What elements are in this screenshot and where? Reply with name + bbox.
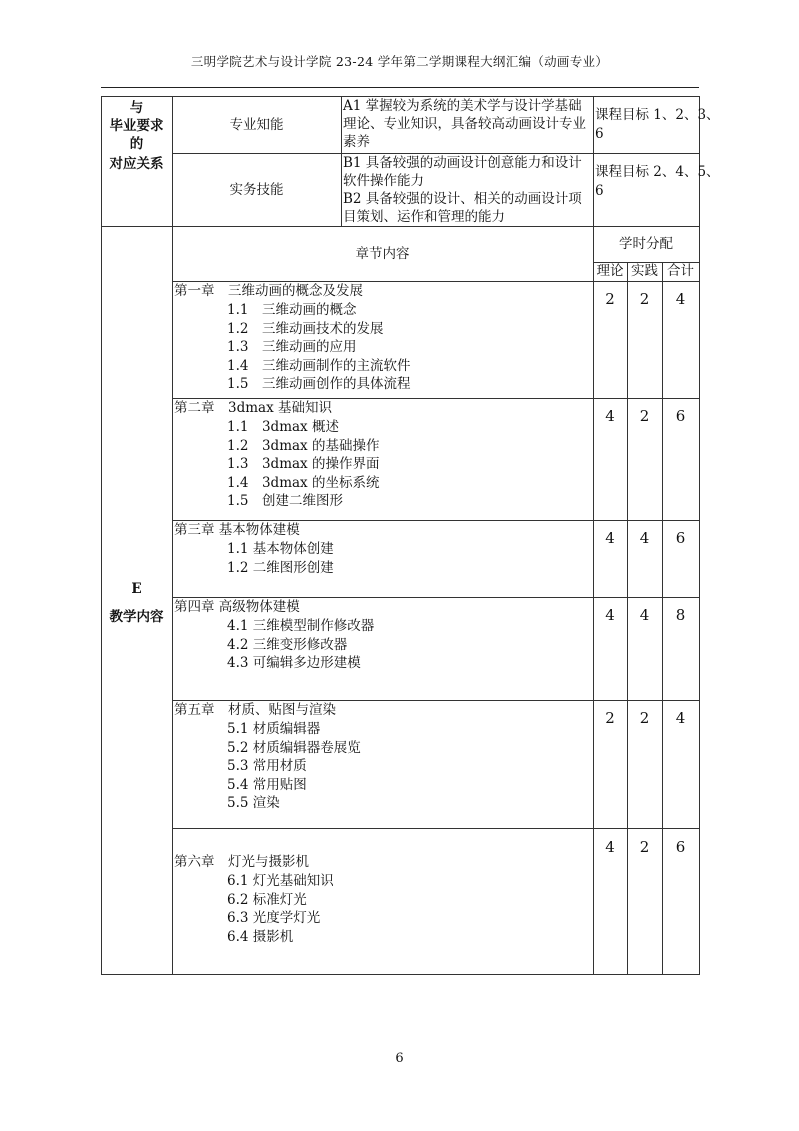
page-number: 6 bbox=[395, 1051, 404, 1066]
chapter-item: 1.3 3dmax 的操作界面 bbox=[227, 456, 380, 472]
mapping-target-line: 6 bbox=[595, 126, 604, 142]
chapter-practice-hours: 4 bbox=[639, 606, 650, 624]
chapter-item: 1.2 3dmax 的基础操作 bbox=[227, 437, 380, 454]
chapter-item: 1.2 二维图形创建 bbox=[227, 559, 334, 576]
header-rule bbox=[101, 87, 699, 88]
hours-header: 学时分配 bbox=[619, 236, 673, 252]
mapping-requirement-line: A1 掌握较为系统的美术学与设计学基础 bbox=[343, 98, 582, 114]
hours-column-1: 实践 bbox=[631, 263, 658, 279]
mapping-requirement-line: 理论、专业知识，具备较高动画设计专业 bbox=[343, 116, 586, 132]
mapping-category: 专业知能 bbox=[229, 117, 284, 133]
chapter-item: 1.5 创建二维图形 bbox=[227, 493, 343, 509]
chapter-theory-hours: 4 bbox=[605, 606, 615, 624]
chapter-total-hours: 4 bbox=[675, 709, 686, 727]
mapping-label-line: 的 bbox=[129, 136, 144, 152]
mapping-target-line: 6 bbox=[595, 183, 604, 199]
chapter-total-hours: 6 bbox=[675, 529, 686, 547]
chapter-title: 第四章 高级物体建模 bbox=[174, 599, 300, 615]
mapping-requirement-line: B2 具备较强的设计、相关的动画设计项 bbox=[343, 191, 582, 207]
chapter-title: 第一章 三维动画的概念及发展 bbox=[174, 283, 363, 299]
chapter-item: 6.4 摄影机 bbox=[227, 928, 294, 945]
chapter-item: 4.1 三维模型制作修改器 bbox=[227, 618, 375, 634]
chapter-practice-hours: 2 bbox=[639, 838, 650, 856]
chapter-item: 1.4 三维动画制作的主流软件 bbox=[227, 357, 411, 374]
chapter-item: 4.2 三维变形修改器 bbox=[227, 636, 348, 653]
teaching-label-cell bbox=[101, 226, 173, 975]
chapter-total-hours: 4 bbox=[675, 290, 686, 308]
chapter-item: 4.3 可编辑多边形建模 bbox=[227, 655, 361, 671]
chapter-total-hours: 6 bbox=[675, 838, 686, 856]
chapter-theory-hours: 4 bbox=[605, 407, 615, 425]
chapter-item: 1.5 三维动画创作的具体流程 bbox=[227, 376, 411, 392]
mapping-requirement-line: 软件操作能力 bbox=[343, 173, 424, 189]
mapping-requirement-line: B1 具备较强的动画设计创意能力和设计 bbox=[343, 155, 582, 171]
hours-column-2: 合计 bbox=[667, 263, 694, 279]
chapter-title: 第六章 灯光与摄影机 bbox=[174, 854, 309, 870]
mapping-label-line: 与 bbox=[129, 100, 144, 116]
chapter-item: 1.1 3dmax 概述 bbox=[227, 419, 339, 435]
chapter-theory-hours: 4 bbox=[605, 838, 615, 856]
mapping-target-line: 课程目标 2、4、5、 bbox=[595, 164, 720, 180]
mapping-requirement-line: 目策划、运作和管理的能力 bbox=[343, 209, 505, 225]
chapter-title: 第二章 3dmax 基础知识 bbox=[174, 400, 332, 416]
chapter-practice-hours: 2 bbox=[639, 709, 650, 727]
chapter-item: 6.3 光度学灯光 bbox=[227, 910, 321, 926]
mapping-label-line: 毕业要求 bbox=[109, 118, 164, 134]
chapter-item: 5.5 渲染 bbox=[227, 795, 280, 811]
mapping-requirement-line: 素养 bbox=[343, 134, 370, 150]
chapter-item: 1.1 基本物体创建 bbox=[227, 541, 334, 557]
chapter-practice-hours: 2 bbox=[639, 407, 650, 425]
chapter-item: 5.1 材质编辑器 bbox=[227, 721, 321, 737]
chapter-item: 1.2 三维动画技术的发展 bbox=[227, 320, 384, 337]
teaching-section-label: 教学内容 bbox=[109, 609, 164, 625]
teaching-section-code: E bbox=[131, 581, 142, 597]
chapter-practice-hours: 4 bbox=[639, 529, 650, 547]
chapter-theory-hours: 4 bbox=[605, 529, 615, 547]
chapter-item: 5.3 常用材质 bbox=[227, 758, 307, 774]
chapter-item: 1.3 三维动画的应用 bbox=[227, 339, 357, 355]
chapter-practice-hours: 2 bbox=[639, 290, 650, 308]
mapping-target-line: 课程目标 1、2、3、 bbox=[595, 107, 720, 123]
chapter-total-hours: 8 bbox=[675, 606, 686, 624]
hours-column-0: 理论 bbox=[596, 263, 624, 279]
chapter-total-hours: 6 bbox=[675, 407, 686, 425]
chapter-title: 第三章 基本物体建模 bbox=[174, 522, 300, 538]
page-header: 三明学院艺术与设计学院 23-24 学年第二学期课程大纲汇编（动画专业） bbox=[190, 54, 609, 69]
chapter-item: 1.1 三维动画的概念 bbox=[227, 302, 357, 318]
chapter-item: 1.4 3dmax 的坐标系统 bbox=[227, 474, 380, 491]
chapter-item: 6.1 灯光基础知识 bbox=[227, 873, 334, 889]
chapter-item: 5.2 材质编辑器卷展览 bbox=[227, 739, 361, 756]
chapter-title: 第五章 材质、贴图与渲染 bbox=[174, 702, 336, 718]
mapping-category: 实务技能 bbox=[229, 182, 284, 198]
chapter-theory-hours: 2 bbox=[605, 290, 615, 308]
content-header: 章节内容 bbox=[355, 246, 410, 262]
chapter-item: 6.2 标准灯光 bbox=[227, 891, 307, 908]
chapter-item: 5.4 常用贴图 bbox=[227, 776, 307, 793]
mapping-label-line: 对应关系 bbox=[109, 156, 164, 172]
chapter-theory-hours: 2 bbox=[605, 709, 615, 727]
